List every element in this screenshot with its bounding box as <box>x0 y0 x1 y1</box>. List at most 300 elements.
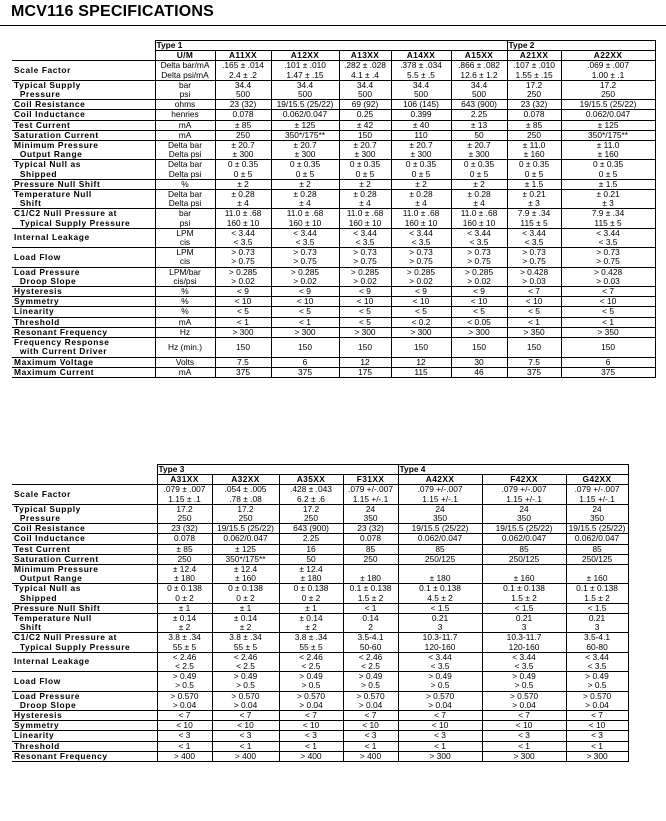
value-cell: < 1 <box>561 317 655 327</box>
value-cell: ± 180 <box>157 574 212 584</box>
unit-cell: mA <box>155 317 215 327</box>
value-cell: < 2.46 <box>157 652 212 662</box>
value-cell: > 0.02 <box>215 277 271 287</box>
value-cell: ± 20.7 <box>339 141 391 151</box>
value-cell: 3.8 ± .34 <box>212 633 279 643</box>
unit-cell: % <box>155 297 215 307</box>
value-cell: > 0.73 <box>507 248 561 258</box>
value-cell: 3.5-4.1 <box>566 633 628 643</box>
value-cell: 500 <box>339 90 391 100</box>
value-cell: 85 <box>398 544 482 554</box>
value-cell: ± 1 <box>279 603 343 613</box>
value-cell: < 7 <box>566 711 628 721</box>
value-cell: 0.1 ± 0.138 <box>482 584 566 594</box>
type-header: Type 3 <box>157 465 398 475</box>
value-cell: 150 <box>507 338 561 357</box>
value-cell: 23 (32) <box>343 524 398 534</box>
value-cell: 115 ± 5 <box>561 219 655 229</box>
type-header: Type 4 <box>398 465 628 475</box>
value-cell: > 0.04 <box>212 701 279 711</box>
value-cell: 0 ± 5 <box>391 170 451 180</box>
unit-cell: Delta bar <box>155 141 215 151</box>
value-cell: .378 ± .034 <box>391 61 451 71</box>
value-cell: 350 <box>343 514 398 524</box>
value-cell: 1.15 +/-.1 <box>398 495 482 505</box>
unit-cell: % <box>155 307 215 317</box>
value-cell <box>343 565 398 575</box>
value-cell: .165 ± .014 <box>215 61 271 71</box>
value-cell: 12.6 ± 1.2 <box>451 71 507 81</box>
value-cell: 175 <box>339 367 391 377</box>
value-cell: 55 ± 5 <box>157 643 212 653</box>
value-cell: < 5 <box>391 307 451 317</box>
table-row <box>12 190 655 200</box>
value-cell: > 0.5 <box>157 681 212 691</box>
title-divider <box>0 25 666 26</box>
value-cell: > 300 <box>339 327 391 337</box>
row-label: Saturation Current <box>12 130 155 140</box>
value-cell: 50 <box>451 130 507 140</box>
row-label: Threshold <box>12 317 155 327</box>
value-cell: ± 4 <box>271 199 339 209</box>
value-cell: 34.4 <box>391 80 451 90</box>
value-cell: > 0.5 <box>279 681 343 691</box>
value-cell: 11.0 ± .68 <box>339 209 391 219</box>
value-cell: 0.078 <box>343 534 398 544</box>
unit-cell: LPM/bar <box>155 267 215 277</box>
value-cell: 375 <box>561 367 655 377</box>
value-cell: .079 +/-.007 <box>343 485 398 495</box>
value-cell: 160 ± 10 <box>215 219 271 229</box>
unit-cell: Delta bar <box>155 160 215 170</box>
value-cell: 106 (145) <box>391 100 451 110</box>
table-row <box>12 287 655 297</box>
value-cell: < 5 <box>339 317 391 327</box>
value-cell: 350 <box>482 514 566 524</box>
table-row <box>12 524 628 534</box>
value-cell: 24 <box>343 504 398 514</box>
value-cell: < 3.44 <box>507 228 561 238</box>
value-cell: 250 <box>212 514 279 524</box>
value-cell: < 3.44 <box>398 652 482 662</box>
value-cell: > 0.02 <box>339 277 391 287</box>
value-cell: 7.5 <box>215 357 271 367</box>
value-cell: < 3.5 <box>215 238 271 248</box>
table-row <box>12 228 655 238</box>
value-cell: 1.47 ± .15 <box>271 71 339 81</box>
value-cell: < 2.5 <box>343 662 398 672</box>
row-label: Load Flow <box>12 672 157 691</box>
value-cell: > 0.73 <box>561 248 655 258</box>
value-cell: < 5 <box>561 307 655 317</box>
value-cell: > 0.570 <box>157 691 212 701</box>
value-cell: 24 <box>482 504 566 514</box>
value-cell: 23 (32) <box>507 100 561 110</box>
value-cell: > 0.75 <box>215 257 271 267</box>
value-cell: 0.078 <box>215 110 271 120</box>
value-cell: 1.15 +/-.1 <box>343 495 398 505</box>
value-cell: < 2.5 <box>157 662 212 672</box>
value-cell: 375 <box>215 367 271 377</box>
table-row <box>12 100 655 110</box>
table-row <box>12 485 628 495</box>
value-cell: 11.0 ± .68 <box>391 209 451 219</box>
value-cell: 60-80 <box>566 643 628 653</box>
unit-cell: cis/psi <box>155 277 215 287</box>
value-cell: ± 300 <box>271 150 339 160</box>
value-cell: 3.5-4.1 <box>343 633 398 643</box>
value-cell: 19/15.5 (25/22) <box>566 524 628 534</box>
value-cell: 250 <box>279 514 343 524</box>
column-header: A13XX <box>339 51 391 61</box>
column-header: A21XX <box>507 51 561 61</box>
value-cell: > 0.73 <box>215 248 271 258</box>
value-cell: ± 180 <box>279 574 343 584</box>
value-cell: 12 <box>391 357 451 367</box>
value-cell: < 3.44 <box>271 228 339 238</box>
value-cell: > 0.04 <box>398 701 482 711</box>
value-cell: < 7 <box>561 287 655 297</box>
value-cell: < 1 <box>215 317 271 327</box>
table-row <box>12 731 628 741</box>
value-cell: ± 180 <box>398 574 482 584</box>
value-cell: < 9 <box>339 287 391 297</box>
value-cell: ± 180 <box>343 574 398 584</box>
table-row <box>12 672 628 682</box>
row-label: Typical Supply Pressure <box>12 80 155 99</box>
value-cell: 0 ± 0.138 <box>157 584 212 594</box>
value-cell: 0 ± 0.35 <box>339 160 391 170</box>
column-header: A35XX <box>279 475 343 485</box>
value-cell: > 300 <box>215 327 271 337</box>
value-cell: 250 <box>343 554 398 564</box>
value-cell: 0 ± 0.35 <box>271 160 339 170</box>
value-cell: 150 <box>339 338 391 357</box>
value-cell: < 10 <box>343 721 398 731</box>
value-cell: 0.21 <box>566 614 628 624</box>
value-cell: 7.9 ± .34 <box>507 209 561 219</box>
value-cell: .107 ± .010 <box>507 61 561 71</box>
value-cell: .079 +/-.007 <box>566 485 628 495</box>
table-row <box>12 130 655 140</box>
value-cell: 4.5 ± 2 <box>398 594 482 604</box>
value-cell: < 10 <box>279 721 343 731</box>
table-row <box>12 307 655 317</box>
table-row <box>12 120 655 130</box>
value-cell: 50-60 <box>343 643 398 653</box>
blank-cell <box>12 465 157 475</box>
value-cell: ± 40 <box>391 120 451 130</box>
table-row <box>12 544 628 554</box>
value-cell: .079 +/-.007 <box>482 485 566 495</box>
unit-cell: LPM <box>155 248 215 258</box>
value-cell: ± 0.14 <box>212 614 279 624</box>
blank-cell <box>12 475 157 485</box>
value-cell: ± 3 <box>561 199 655 209</box>
value-cell: 0.21 <box>398 614 482 624</box>
value-cell: < 7 <box>507 287 561 297</box>
unit-cell: mA <box>155 130 215 140</box>
value-cell: > 0.428 <box>561 267 655 277</box>
value-cell: 0 ± 0.35 <box>215 160 271 170</box>
value-cell: 250 <box>215 130 271 140</box>
value-cell: > 0.5 <box>212 681 279 691</box>
value-cell: < 9 <box>391 287 451 297</box>
value-cell: 34.4 <box>339 80 391 90</box>
value-cell: 0.21 <box>482 614 566 624</box>
value-cell: < 2.5 <box>212 662 279 672</box>
value-cell: 120-160 <box>482 643 566 653</box>
value-cell: < 3.5 <box>561 238 655 248</box>
column-header: U/M <box>155 51 215 61</box>
row-label: Resonant Frequency <box>12 327 155 337</box>
value-cell: ± 12.4 <box>157 565 212 575</box>
value-cell: > 0.5 <box>566 681 628 691</box>
value-cell: < 3 <box>343 731 398 741</box>
value-cell: > 0.04 <box>482 701 566 711</box>
value-cell: ± 0.14 <box>157 614 212 624</box>
row-label: Scale Factor <box>12 485 157 504</box>
value-cell: < 1.5 <box>398 603 482 613</box>
value-cell: > 0.75 <box>339 257 391 267</box>
value-cell: 7.5 <box>507 357 561 367</box>
row-label: Saturation Current <box>12 554 157 564</box>
value-cell: 0.062/0.047 <box>482 534 566 544</box>
row-label: Minimum Pressure Output Range <box>12 141 155 160</box>
row-label: Pressure Null Shift <box>12 179 155 189</box>
value-cell: ± 0.21 <box>561 190 655 200</box>
value-cell: 19/15.5 (25/22) <box>561 100 655 110</box>
value-cell: > 0.285 <box>339 267 391 277</box>
value-cell: 0 ± 5 <box>451 170 507 180</box>
value-cell: 34.4 <box>215 80 271 90</box>
value-cell: ± 160 <box>566 574 628 584</box>
value-cell: 2.25 <box>451 110 507 120</box>
value-cell: > 300 <box>566 751 628 761</box>
value-cell: 0.1 ± 0.138 <box>398 584 482 594</box>
value-cell: < 3 <box>398 731 482 741</box>
column-header: A32XX <box>212 475 279 485</box>
value-cell: 0 ± 5 <box>561 170 655 180</box>
value-cell: < 10 <box>482 721 566 731</box>
value-cell: 350 <box>398 514 482 524</box>
value-cell: < 3.44 <box>339 228 391 238</box>
value-cell: ± 300 <box>215 150 271 160</box>
value-cell: ± 3 <box>507 199 561 209</box>
value-cell: 250 <box>157 514 212 524</box>
value-cell: 55 ± 5 <box>212 643 279 653</box>
value-cell: ± 0.28 <box>391 190 451 200</box>
value-cell: 3 <box>566 623 628 633</box>
unit-cell: cis <box>155 257 215 267</box>
value-cell: > 0.73 <box>339 248 391 258</box>
value-cell: 150 <box>215 338 271 357</box>
value-cell: < 1 <box>343 603 398 613</box>
value-cell: > 0.04 <box>343 701 398 711</box>
value-cell: 23 (32) <box>215 100 271 110</box>
value-cell: 0 ± 2 <box>279 594 343 604</box>
table-row <box>12 110 655 120</box>
value-cell: < 10 <box>271 297 339 307</box>
value-cell: 10.3-11.7 <box>482 633 566 643</box>
value-cell: > 0.03 <box>507 277 561 287</box>
value-cell: ± 300 <box>339 150 391 160</box>
value-cell: ± 2 <box>279 623 343 633</box>
value-cell: < 0.2 <box>391 317 451 327</box>
value-cell: 0.078 <box>507 110 561 120</box>
value-cell: ± 125 <box>561 120 655 130</box>
value-cell: 0.062/0.047 <box>566 534 628 544</box>
value-cell: ± 0.28 <box>271 190 339 200</box>
value-cell: < 0.05 <box>451 317 507 327</box>
value-cell: < 7 <box>398 711 482 721</box>
value-cell: < 3.5 <box>507 238 561 248</box>
column-header: A11XX <box>215 51 271 61</box>
value-cell: 17.2 <box>507 80 561 90</box>
value-cell: ± 2 <box>339 179 391 189</box>
table-row <box>12 357 655 367</box>
value-cell: < 3.5 <box>339 238 391 248</box>
value-cell: > 0.73 <box>391 248 451 258</box>
row-label: Test Current <box>12 544 157 554</box>
value-cell: .069 ± .007 <box>561 61 655 71</box>
value-cell: < 1 <box>279 741 343 751</box>
value-cell: > 0.73 <box>451 248 507 258</box>
row-label: Symmetry <box>12 721 157 731</box>
value-cell: 0.1 ± 0.138 <box>343 584 398 594</box>
value-cell: 0 ± 2 <box>157 594 212 604</box>
value-cell: > 300 <box>271 327 339 337</box>
type-header: Type 2 <box>507 41 655 51</box>
row-label: Internal Leakage <box>12 228 155 247</box>
table-row <box>12 751 628 761</box>
unit-cell: cis <box>155 238 215 248</box>
column-header: A42XX <box>398 475 482 485</box>
value-cell: 10.3-11.7 <box>398 633 482 643</box>
value-cell: < 9 <box>271 287 339 297</box>
table-row <box>12 711 628 721</box>
value-cell: > 0.04 <box>279 701 343 711</box>
unit-cell: ohms <box>155 100 215 110</box>
row-label: Typical Supply Pressure <box>12 504 157 523</box>
value-cell: ± 20.7 <box>451 141 507 151</box>
value-cell: 160 ± 10 <box>391 219 451 229</box>
value-cell: ± 0.21 <box>507 190 561 200</box>
row-label: Coil Resistance <box>12 100 155 110</box>
value-cell: ± 13 <box>451 120 507 130</box>
value-cell: 160 ± 10 <box>339 219 391 229</box>
value-cell: 1.5 ± 2 <box>566 594 628 604</box>
value-cell: ± 2 <box>212 623 279 633</box>
value-cell: > 0.49 <box>212 672 279 682</box>
table-row <box>12 267 655 277</box>
value-cell: 24 <box>398 504 482 514</box>
value-cell: < 3.44 <box>391 228 451 238</box>
value-cell: < 10 <box>398 721 482 731</box>
column-header-row <box>12 51 655 61</box>
value-cell: 4.1 ± .4 <box>339 71 391 81</box>
spec-table-2 <box>12 464 629 762</box>
column-header-row <box>12 475 628 485</box>
value-cell: ± 1 <box>157 603 212 613</box>
value-cell: < 3.44 <box>561 228 655 238</box>
value-cell: 250/125 <box>566 554 628 564</box>
value-cell: > 300 <box>398 751 482 761</box>
table-row <box>12 691 628 701</box>
value-cell: < 10 <box>391 297 451 307</box>
value-cell: ± 160 <box>482 574 566 584</box>
value-cell: > 0.03 <box>561 277 655 287</box>
column-header: F42XX <box>482 475 566 485</box>
value-cell: < 3.44 <box>215 228 271 238</box>
row-label: Typical Null as Shipped <box>12 584 157 603</box>
unit-cell: mA <box>155 367 215 377</box>
value-cell: ± 42 <box>339 120 391 130</box>
value-cell: < 5 <box>215 307 271 317</box>
column-header: F31XX <box>343 475 398 485</box>
value-cell: 2 <box>343 623 398 633</box>
blank-cell <box>12 51 155 61</box>
value-cell: < 2.46 <box>279 652 343 662</box>
unit-cell: psi <box>155 219 215 229</box>
value-cell: 17.2 <box>212 504 279 514</box>
value-cell: 375 <box>507 367 561 377</box>
table-row <box>12 327 655 337</box>
unit-cell: psi <box>155 90 215 100</box>
value-cell: > 0.570 <box>566 691 628 701</box>
row-label: Typical Null as Shipped <box>12 160 155 179</box>
value-cell: > 300 <box>482 751 566 761</box>
value-cell: > 0.285 <box>215 267 271 277</box>
value-cell <box>566 565 628 575</box>
table-row <box>12 741 628 751</box>
value-cell: ± 2 <box>271 179 339 189</box>
value-cell: 1.55 ± .15 <box>507 71 561 81</box>
value-cell: 85 <box>566 544 628 554</box>
value-cell: 0.399 <box>391 110 451 120</box>
type-header-row <box>12 465 628 475</box>
row-label: Load Flow <box>12 248 155 267</box>
value-cell: < 3 <box>279 731 343 741</box>
table-row <box>12 367 655 377</box>
table-row <box>12 554 628 564</box>
unit-cell: Delta bar/mA <box>155 61 215 71</box>
value-cell: ± 4 <box>339 199 391 209</box>
value-cell: > 0.570 <box>482 691 566 701</box>
value-cell: 6 <box>271 357 339 367</box>
value-cell: ± 300 <box>391 150 451 160</box>
unit-cell: Delta psi <box>155 199 215 209</box>
value-cell: < 5 <box>507 307 561 317</box>
unit-cell: Hz <box>155 327 215 337</box>
value-cell: 2.25 <box>279 534 343 544</box>
value-cell: > 0.570 <box>398 691 482 701</box>
value-cell: .079 ± .007 <box>157 485 212 495</box>
value-cell: 23 (32) <box>157 524 212 534</box>
value-cell: < 10 <box>451 297 507 307</box>
value-cell: < 3.5 <box>451 238 507 248</box>
value-cell: 1.5 ± 2 <box>482 594 566 604</box>
value-cell: < 5 <box>451 307 507 317</box>
value-cell: ± 0.28 <box>339 190 391 200</box>
value-cell: ± 4 <box>451 199 507 209</box>
value-cell: < 1.5 <box>566 603 628 613</box>
value-cell: 50 <box>279 554 343 564</box>
table-row <box>12 338 655 357</box>
table-row <box>12 297 655 307</box>
value-cell: 24 <box>566 504 628 514</box>
row-label: Linearity <box>12 307 155 317</box>
